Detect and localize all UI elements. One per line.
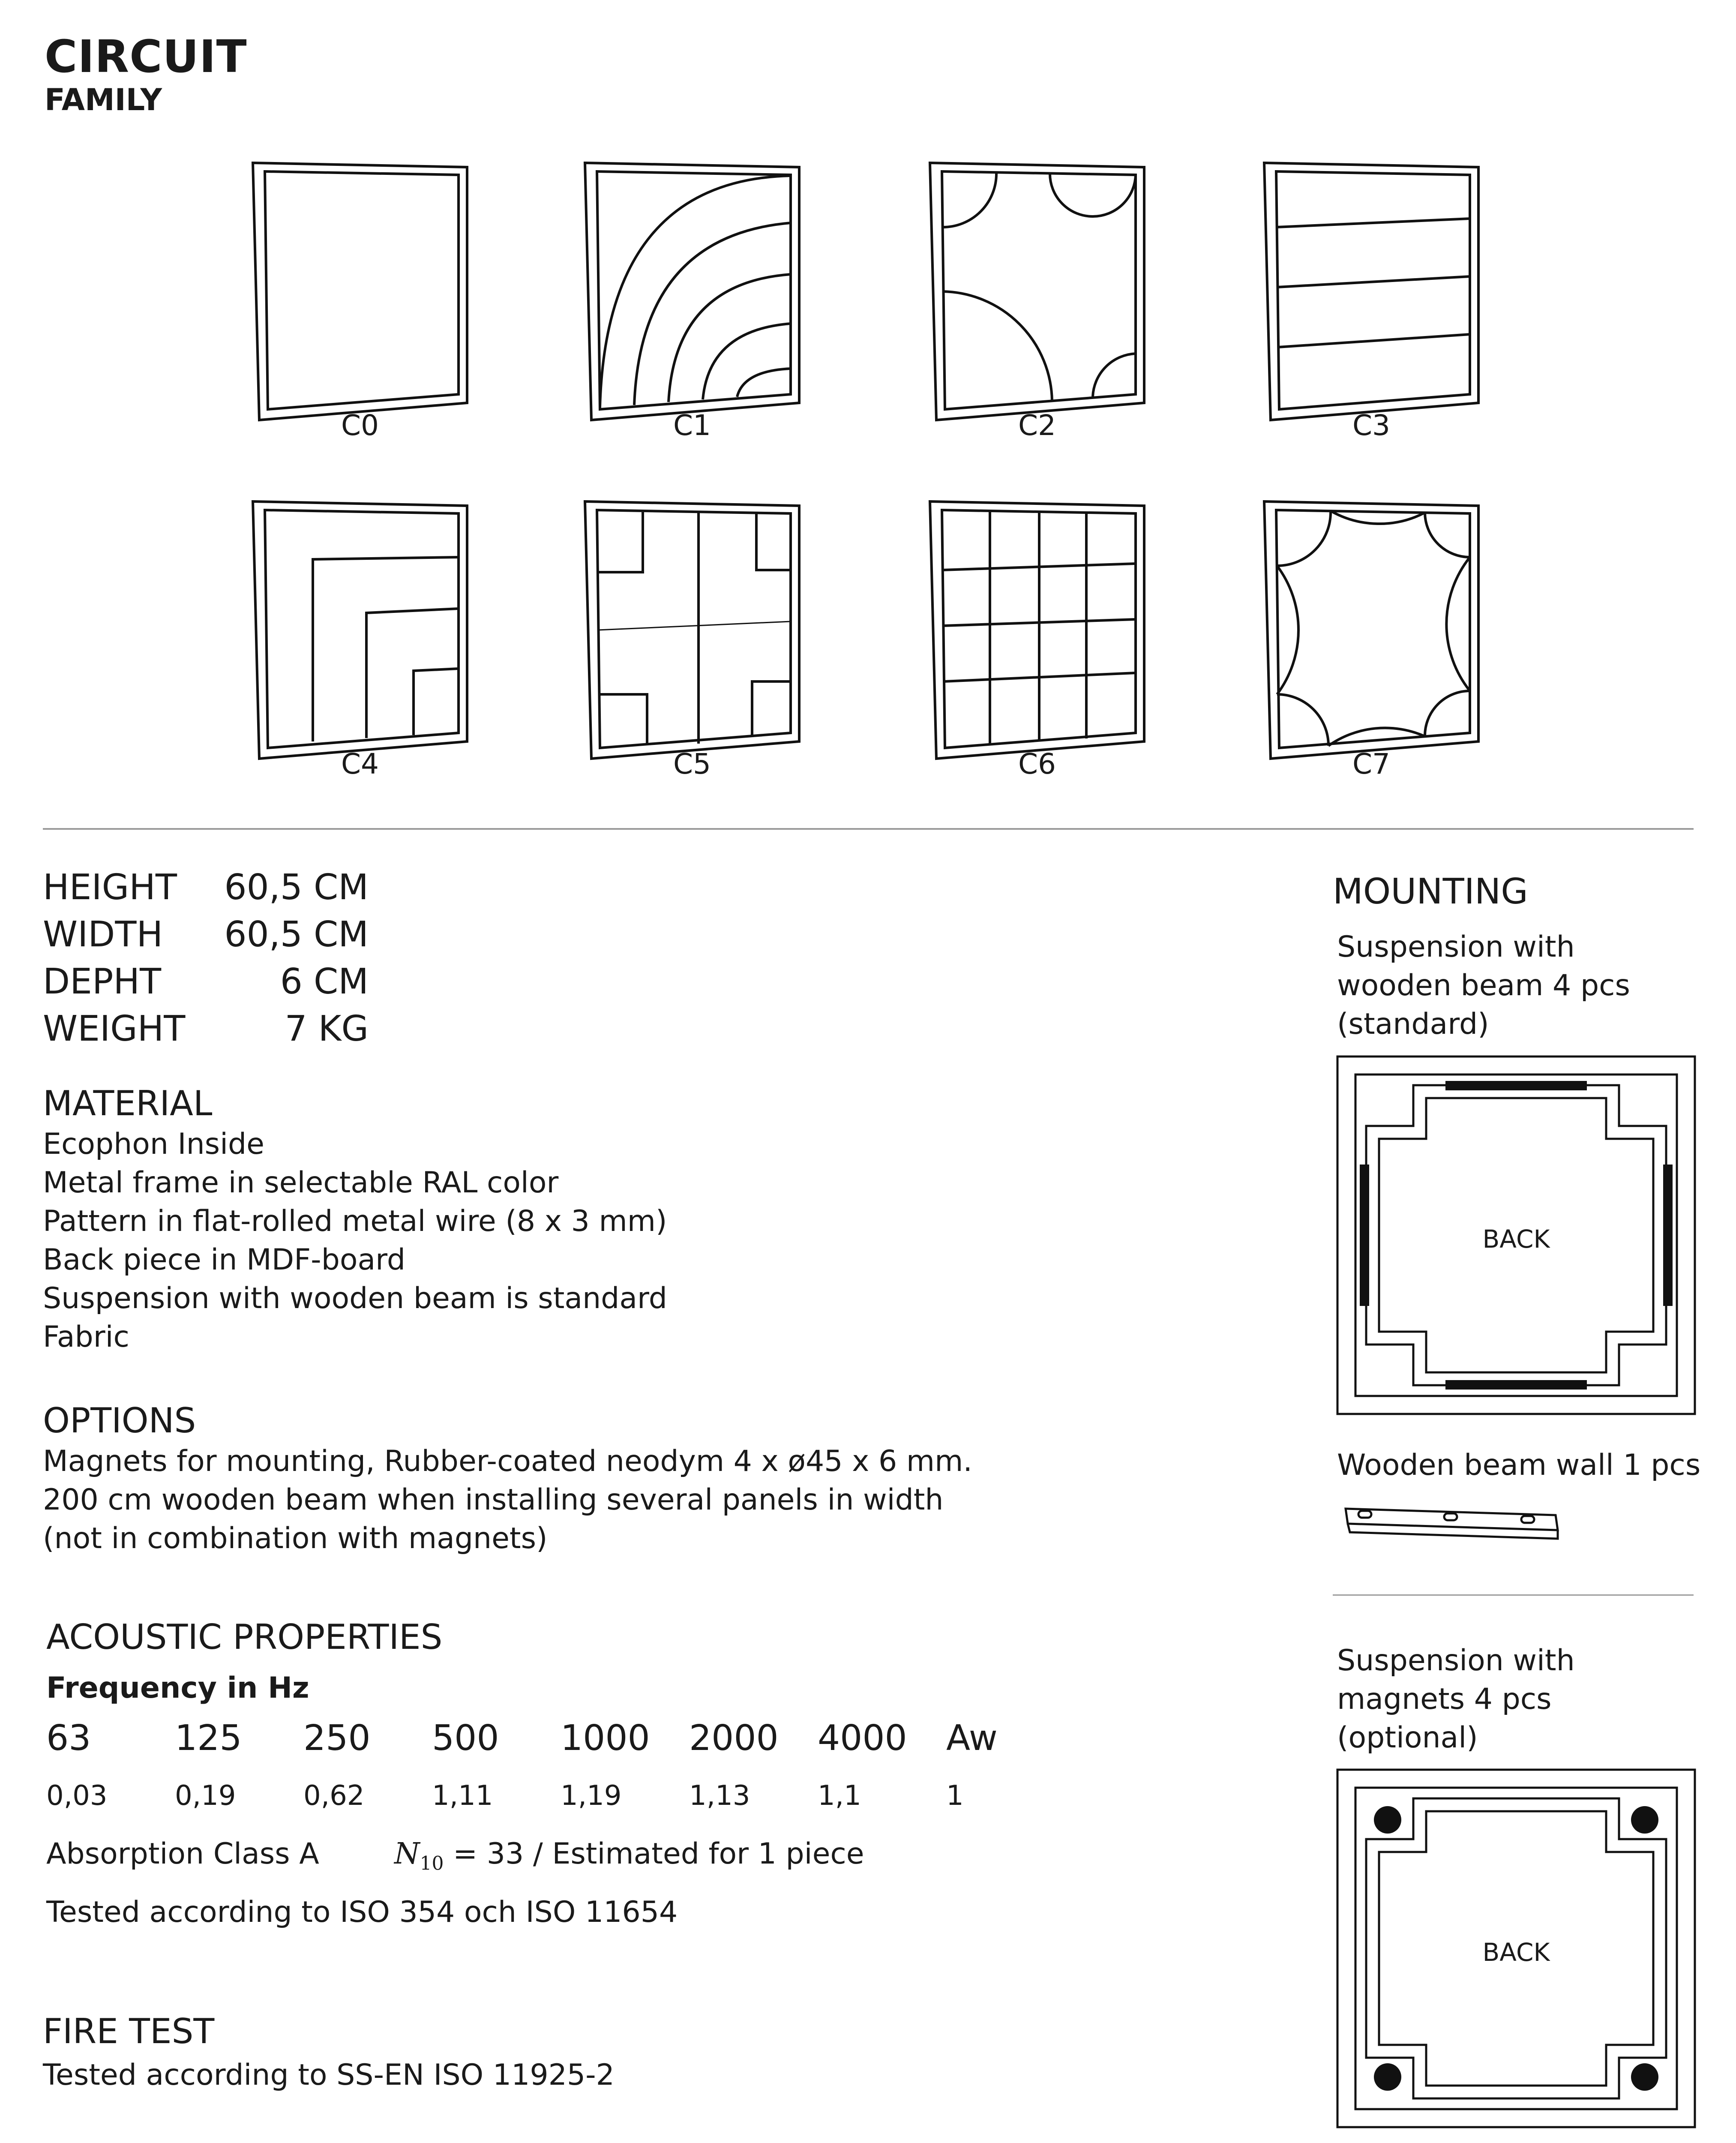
mounting-divider [1333,1594,1694,1596]
panel-c2-drawing [921,154,1153,429]
material-line: Back piece in MDF-board [43,1243,406,1277]
panel-c7-drawing [1256,493,1487,767]
frequency-cell: 125 [175,1718,242,1759]
material-line: Ecophon Inside [43,1127,265,1161]
panel-c4[interactable] [244,493,476,793]
panel-c6-drawing [921,493,1153,767]
frequency-label: Frequency in Hz [46,1671,309,1705]
mounting-optional-text [1337,1642,1575,1757]
panel-c1-drawing [576,154,808,429]
n10-text: = 33 / Estimated for 1 piece [453,1837,864,1871]
panel-c4-label: C4 [341,747,379,780]
material-line: Pattern in flat-rolled metal wire (8 x 3 mm) [43,1204,667,1238]
options-heading: OPTIONS [43,1401,196,1441]
spec-row [43,914,369,960]
panel-c2-label: C2 [1018,409,1056,442]
frequency-cell: Aw [946,1718,998,1759]
panel-c1[interactable] [576,154,808,454]
frequency-cell: 4000 [818,1718,907,1759]
material-line: Fabric [43,1320,129,1354]
spec-key: WEIGHT [43,1008,186,1049]
spec-value: 6 CM [280,961,369,1002]
panel-c0-label: C0 [341,409,379,442]
frequency-cell: 1000 [561,1718,650,1759]
panel-c1-label: C1 [673,409,711,442]
options-line: Magnets for mounting, Rubber-coated neodym 4 x ø45 x 6 mm. [43,1444,972,1478]
options-line: 200 cm wooden beam when installing several panels in width [43,1483,944,1517]
back-label-2: BACK [1482,1938,1550,1967]
mounting-line: Suspension with [1337,930,1575,964]
mounting-line: wooden beam 4 pcs [1337,969,1630,1002]
panel-c6[interactable] [921,493,1153,793]
spec-row [43,1008,369,1054]
frequency-cell: 2000 [689,1718,779,1759]
wall-beam-drawing [1341,1496,1564,1543]
acoustic-tested: Tested according to ISO 354 och ISO 11654 [46,1895,678,1929]
acoustic-heading: ACOUSTIC PROPERTIES [46,1617,443,1657]
panel-c5-label: C5 [673,747,711,780]
mounting-standard-diagram [1336,1055,1696,1415]
n10-subscript: 10 [420,1852,444,1875]
panel-c3-drawing [1256,154,1487,429]
section-divider [43,828,1694,830]
mounting-line: (standard) [1337,1007,1489,1041]
panel-c7[interactable] [1256,493,1487,793]
spec-value: 7 KG [285,1008,369,1049]
panel-c5-drawing [576,493,808,767]
absorption-class: Absorption Class A [46,1837,319,1871]
n10-rating [394,1837,864,1875]
wall-beam-label: Wooden beam wall 1 pcs [1337,1448,1701,1482]
spec-row [43,867,369,913]
absorption-cell: 0,19 [175,1780,236,1812]
absorption-cell: 1,1 [818,1780,861,1812]
options-line: (not in combination with magnets) [43,1522,548,1555]
absorption-cell: 1,13 [689,1780,750,1812]
panel-c7-label: C7 [1352,747,1391,780]
absorption-cell: 1,19 [561,1780,622,1812]
spec-value: 60,5 CM [224,867,369,908]
panel-c5[interactable] [576,493,808,793]
mounting-line: magnets 4 pcs [1337,1682,1552,1716]
material-line: Suspension with wooden beam is standard [43,1282,667,1315]
fire-heading: FIRE TEST [43,2011,215,2051]
spec-value: 60,5 CM [224,914,369,955]
panel-c2[interactable] [921,154,1153,454]
panel-c0[interactable] [244,154,476,454]
fire-text: Tested according to SS-EN ISO 11925-2 [43,2058,615,2092]
panel-c3-label: C3 [1352,409,1391,442]
spec-key: HEIGHT [43,867,177,908]
material-list [43,1125,667,1357]
material-heading: MATERIAL [43,1084,213,1123]
absorption-cell: 0,03 [46,1780,108,1812]
frequency-cell: 500 [432,1718,499,1759]
panel-c6-label: C6 [1018,747,1056,780]
mounting-line: (optional) [1337,1721,1478,1755]
spec-key: DEPHT [43,961,162,1002]
mounting-standard-text [1337,928,1630,1044]
back-label: BACK [1482,1225,1550,1254]
panel-c3[interactable] [1256,154,1487,454]
mounting-magnet-diagram [1336,1768,1696,2128]
page-title: CIRCUIT [45,30,247,83]
absorption-cell: 1,11 [432,1780,493,1812]
panel-c4-drawing [244,493,476,767]
page-subtitle: FAMILY [45,82,162,117]
mounting-line: Suspension with [1337,1644,1575,1678]
material-line: Metal frame in selectable RAL color [43,1166,559,1200]
frequency-cell: 63 [46,1718,91,1759]
mounting-heading: MOUNTING [1333,871,1528,912]
n10-symbol: N [394,1837,420,1871]
options-list [43,1442,972,1558]
absorption-cell: 1 [946,1780,964,1812]
frequency-cell: 250 [303,1718,371,1759]
spec-key: WIDTH [43,914,163,955]
absorption-cell: 0,62 [303,1780,365,1812]
panel-c0-drawing [244,154,476,429]
spec-row [43,961,369,1007]
